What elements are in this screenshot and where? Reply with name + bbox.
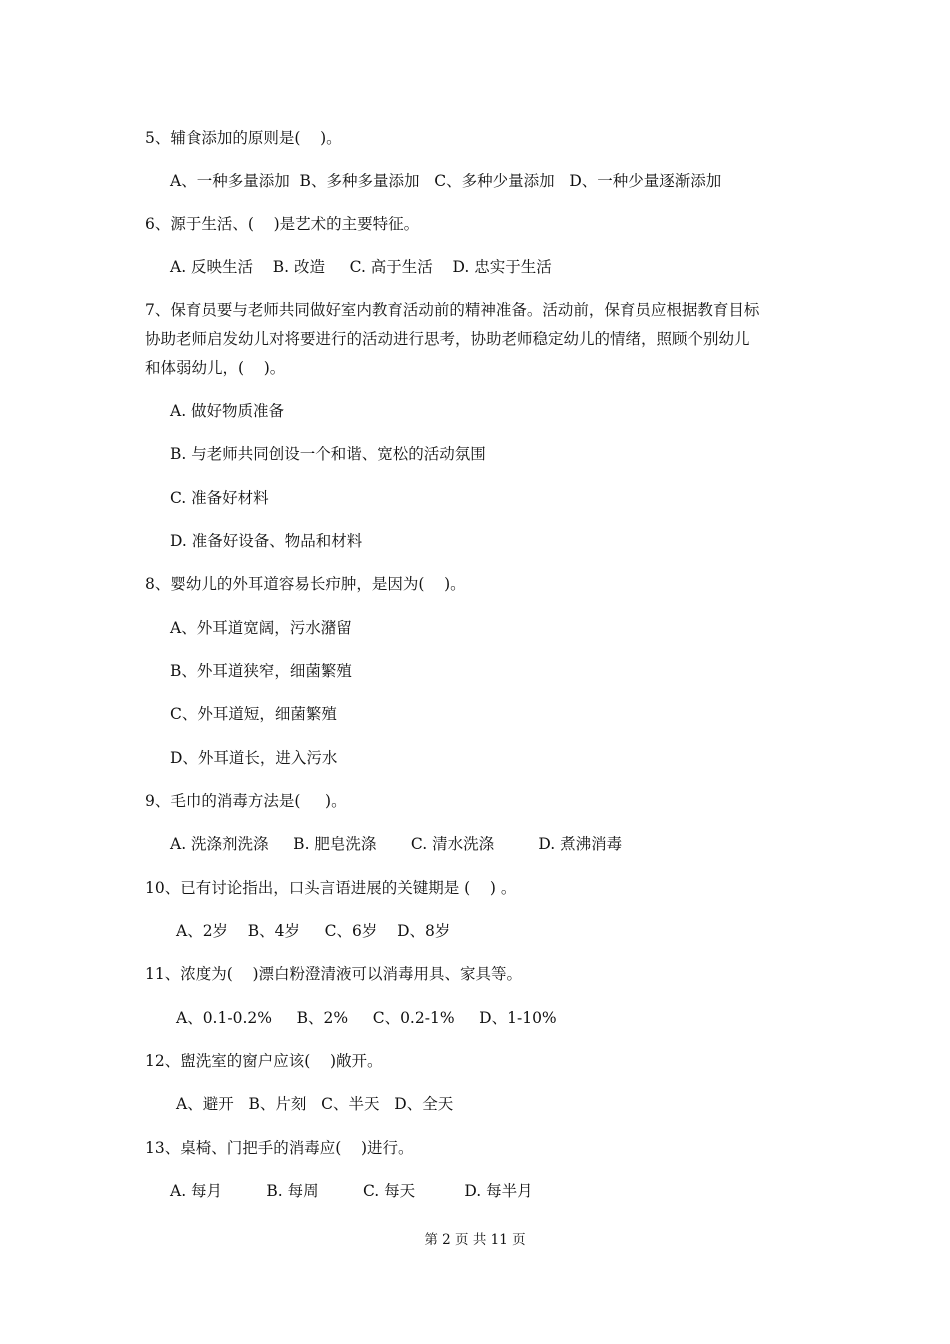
question-7-option-a: A. 做好物质准备 [170,402,285,420]
question-11: 11、浓度为( )漂白粉澄清液可以消毒用具、家具等。 [145,965,523,983]
question-13-options: A. 每月 B. 每周 C. 每天 D. 每半月 [170,1182,533,1200]
question-6: 6、源于生活、( )是艺术的主要特征。 [145,215,420,233]
question-8-option-c: C、外耳道短，细菌繁殖 [170,705,337,723]
question-12-options: A、避开 B、片刻 C、半天 D、全天 [176,1095,454,1113]
question-13: 13、桌椅、门把手的消毒应( )进行。 [145,1139,414,1157]
question-7-option-d: D. 准备好设备、物品和材料 [170,532,363,550]
question-11-options: A、0.1-0.2% B、2% C、0.2-1% D、1-10% [176,1009,557,1027]
question-7-line-2: 协助老师启发幼儿对将要进行的活动进行思考，协助老师稳定幼儿的情绪，照顾个别幼儿 [145,330,750,348]
question-9-options: A. 洗涤剂洗涤 B. 肥皂洗涤 C. 清水洗涤 D. 煮沸消毒 [170,835,623,853]
question-7-option-c: C. 准备好材料 [170,489,269,507]
question-8-option-d: D、外耳道长，进入污水 [170,749,338,767]
question-9: 9、毛巾的消毒方法是( )。 [145,792,347,810]
question-5: 5、辅食添加的原则是( )。 [145,129,342,147]
question-8-option-b: B、外耳道狭窄，细菌繁殖 [170,662,352,680]
question-8-option-a: A、外耳道宽阔，污水潴留 [170,619,352,637]
question-12: 12、盥洗室的窗户应该( )敞开。 [145,1052,383,1070]
question-6-options: A. 反映生活 B. 改造 C. 高于生活 D. 忠实于生活 [170,258,552,276]
question-7-option-b: B. 与老师共同创设一个和谐、宽松的活动氛围 [170,445,486,463]
question-8: 8、婴幼儿的外耳道容易长疖肿，是因为( )。 [145,575,466,593]
page-footer: 第 2 页 共 11 页 [424,1232,526,1248]
question-10-options: A、2岁 B、4岁 C、6岁 D、8岁 [176,922,451,940]
question-5-options: A、一种多量添加 B、多种多量添加 C、多种少量添加 D、一种少量逐渐添加 [170,172,722,190]
question-7-line-3: 和体弱幼儿，( )。 [145,359,286,377]
question-10: 10、已有讨论指出，口头言语进展的关键期是 ( ) 。 [145,879,517,897]
question-7-line-1: 7、保育员要与老师共同做好室内教育活动前的精神准备。活动前，保育员应根据教育目标 [145,301,760,319]
